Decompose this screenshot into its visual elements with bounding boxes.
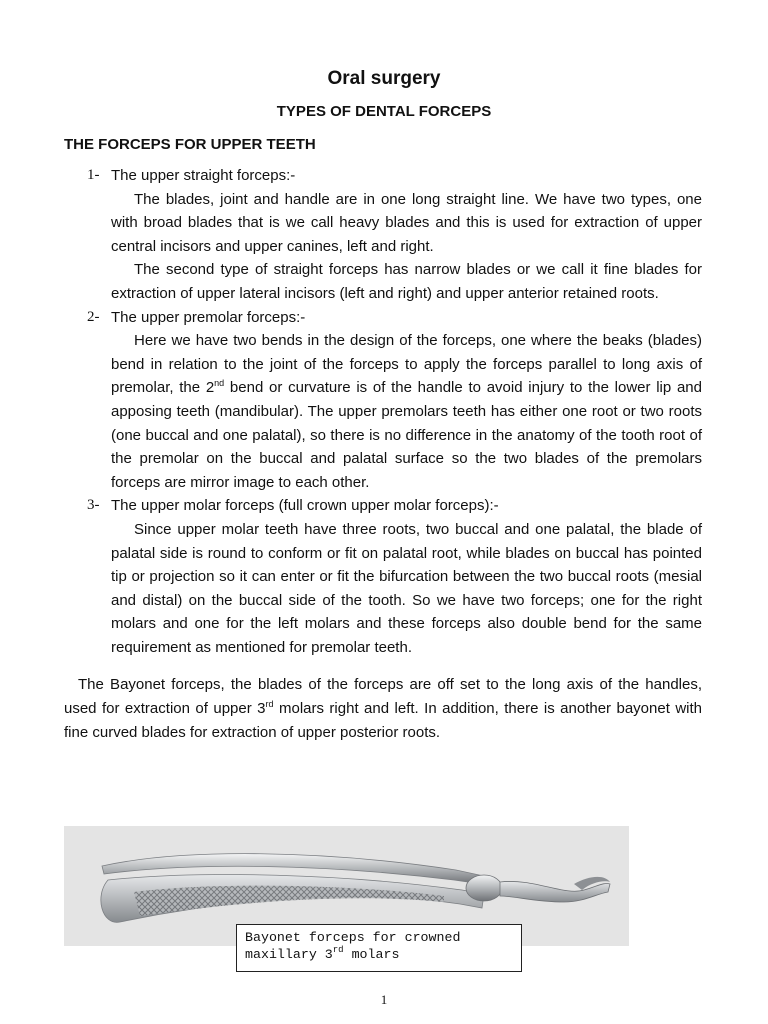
page-number: 1 <box>380 992 388 1007</box>
list-item-1 <box>64 164 702 306</box>
item-paragraph: The second type of straight forceps has narrow blades or we call it fine blades for extraction of upper lateral incisors (left and right) and upper anterior retained roots. <box>111 261 702 302</box>
document-body <box>64 164 702 744</box>
item-paragraph: Since upper molar teeth have three roots, two buccal and one palatal, the blade of palatal side is round to conform or fit on palatal root, while blades on buccal has pointed tip or projection so it can enter or fit the bifurcation between the two buccal roots (mesial and distal) on the buccal side of the tooth. So we have two forceps; one for the right molars and one for the left molars and these forceps also double bend for the same requirement as mentioned for premolar teeth. <box>111 520 702 656</box>
item-paragraph <box>111 329 702 494</box>
page-subtitle: TYPES OF DENTAL FORCEPS <box>276 103 492 120</box>
caption-line-2 <box>245 946 513 963</box>
item-paragraph: The blades, joint and handle are in one long straight line. We have two types, one with broad blades that is we call heavy blades and this is used for extraction of upper central incisors and upper canines, left and right. <box>111 190 702 255</box>
list-item-2 <box>64 306 702 495</box>
text-run: maxillary 3 <box>245 947 333 962</box>
item-number: 3- <box>87 497 100 514</box>
list-item-3 <box>64 494 702 659</box>
figure-caption <box>236 924 522 972</box>
item-number: 2- <box>87 308 100 325</box>
superscript: rd <box>332 945 344 955</box>
text-run: Here we have two bends in the design of the forceps, one where the beaks (blades) bend in relation to the joint of the forceps to apply the forceps parallel to long axis of premolar, the 2 <box>111 332 702 397</box>
text-run: bend or curvature is of the handle to avoid injury to the lower lip and apposing teeth (mandibular). The upper premolars teeth has either one root or two roots (one buccal and one palatal), so there is no difference in the anatomy of the tooth root of the premolar on the buccal and palatal surface so the two blades of the premolars forceps are mirror image to each other. <box>111 379 702 491</box>
superscript: rd <box>265 699 274 710</box>
closing-paragraph <box>64 673 702 744</box>
text-run: The Bayonet forceps, the blades of the forceps are off set to the long axis of the handles, used for extraction of upper 3 <box>64 676 702 718</box>
item-heading: The upper premolar forceps:- <box>111 308 306 326</box>
section-heading: THE FORCEPS FOR UPPER TEETH <box>64 136 316 153</box>
text-run: molars <box>343 947 400 962</box>
item-number: 1- <box>87 167 100 183</box>
text-run: molars right and left. In addition, there is another bayonet with fine curved blades for extraction of upper posterior roots. <box>64 700 702 741</box>
caption-line-1: Bayonet forceps for crowned <box>245 930 461 945</box>
item-heading: The upper straight forceps:- <box>111 167 296 184</box>
item-heading: The upper molar forceps (full crown upper molar forceps):- <box>111 497 499 515</box>
page-title: Oral surgery <box>327 68 441 89</box>
superscript: nd <box>214 378 225 389</box>
